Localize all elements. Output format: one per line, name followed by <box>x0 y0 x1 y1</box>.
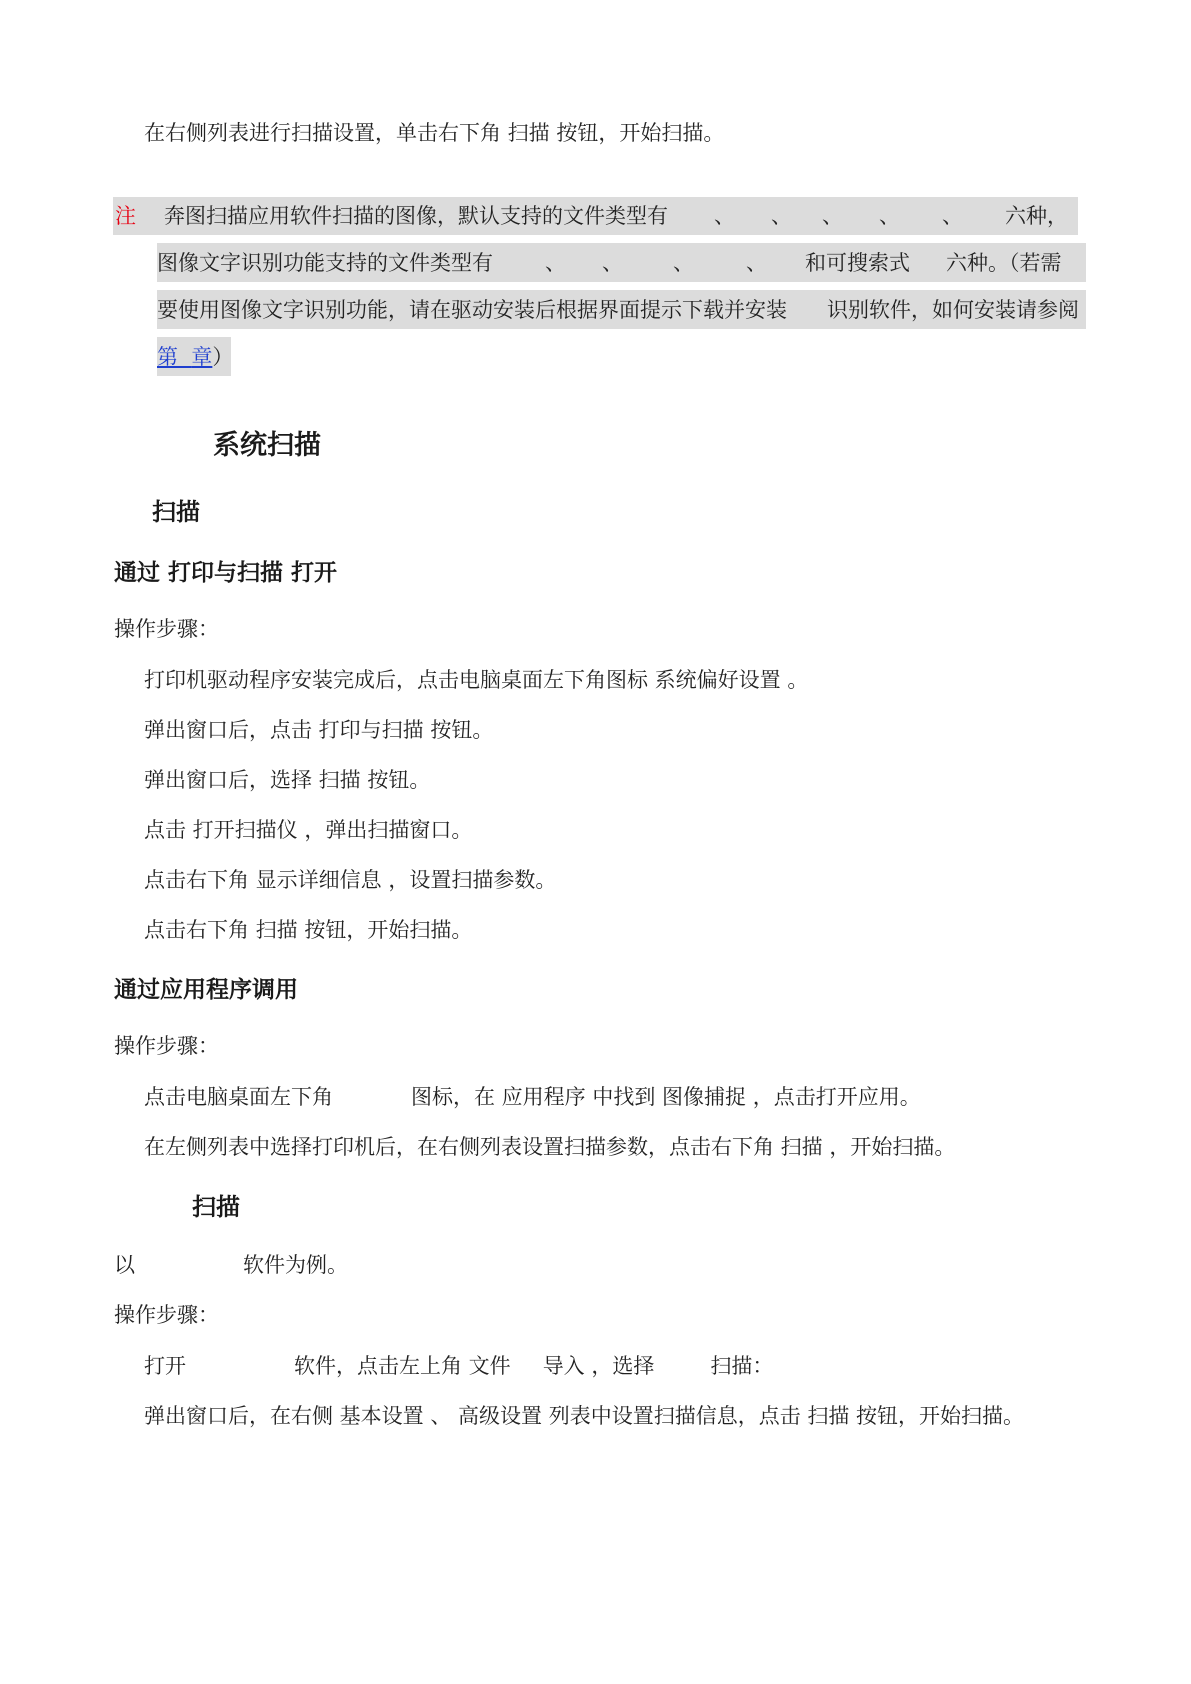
method2-steps-label: 操作步骤： <box>114 1034 219 1058</box>
subsection-title-1: 扫描 <box>152 498 200 526</box>
method2-step-1-b: 图标，在 应用程序 中找到 图像捕捉 ，点击打开应用。 <box>411 1085 921 1109</box>
note-line-3-end: 识别软件，如何安装请参阅 <box>827 298 1079 322</box>
note-separator: 、 <box>602 251 623 275</box>
note-close-paren: ） <box>212 345 234 369</box>
sub2-step-1 <box>144 1351 773 1381</box>
note-line-2-text: 图像文字识别功能支持的文件类型有 <box>157 251 493 275</box>
method2-step-1-a: 点击电脑桌面左下角 <box>144 1085 333 1109</box>
note-separator: 、 <box>714 204 735 228</box>
note-separator: 、 <box>746 251 767 275</box>
method2-step-2: 在左侧列表中选择打印机后，在右侧列表设置扫描参数，点击右下角 扫描 ，开始扫描。 <box>144 1135 956 1159</box>
note-line-3-text: 要使用图像文字识别功能，请在驱动安装后根据界面提示下载并安装 <box>157 298 787 322</box>
note-separator: 、 <box>822 204 843 228</box>
chapter-link[interactable]: 第 章 <box>157 345 213 369</box>
example-line <box>114 1250 348 1280</box>
note-separator: 、 <box>771 204 792 228</box>
method1-steps-label: 操作步骤： <box>114 617 219 641</box>
note-line-1-text: 奔图扫描应用软件扫描的图像，默认支持的文件类型有 <box>164 204 668 228</box>
method1-step-6: 点击右下角 扫描 按钮，开始扫描。 <box>144 918 473 942</box>
subsection-title-2: 扫描 <box>192 1193 240 1221</box>
intro-text: 在右侧列表进行扫描设置，单击右下角 扫描 按钮，开始扫描。 <box>144 121 725 145</box>
note-line-1-end: 六种， <box>1005 204 1068 228</box>
section-title: 系统扫描 <box>213 430 321 461</box>
sub2-step-2: 弹出窗口后，在右侧 基本设置 、 高级设置 列表中设置扫描信息，点击 扫描 按钮，开始扫描。 <box>144 1404 1025 1428</box>
note-separator: 、 <box>545 251 566 275</box>
note-mark: 注 <box>115 204 136 228</box>
note-line-3 <box>157 295 1079 325</box>
sub2-step-1-d: 扫描： <box>710 1354 774 1378</box>
method1-step-5: 点击右下角 显示详细信息 ，设置扫描参数。 <box>144 868 557 892</box>
method1-step-3: 弹出窗口后，选择 扫描 按钮。 <box>144 768 431 792</box>
example-b: 软件为例。 <box>243 1253 348 1277</box>
note-separator: 、 <box>879 204 900 228</box>
sub2-step-1-c: 导入 ，选择 <box>542 1354 655 1378</box>
method1-step-1: 打印机驱动程序安装完成后，点击电脑桌面左下角图标 系统偏好设置 。 <box>144 668 809 692</box>
sub2-steps-label: 操作步骤： <box>114 1303 219 1327</box>
sub2-step-1-b: 软件，点击左上角 文件 <box>294 1354 511 1378</box>
method1-title: 通过 打印与扫描 打开 <box>114 560 338 586</box>
note-line-4 <box>157 342 233 372</box>
method2-step-1 <box>144 1082 921 1112</box>
method1-step-2: 弹出窗口后，点击 打印与扫描 按钮。 <box>144 718 494 742</box>
note-line-2-mid: 和可搜索式 <box>805 251 910 275</box>
method1-step-4: 点击 打开扫描仪 ，弹出扫描窗口。 <box>144 818 473 842</box>
note-separator: 、 <box>673 251 694 275</box>
method2-title: 通过应用程序调用 <box>114 977 298 1003</box>
note-line-2 <box>157 248 1062 278</box>
example-a: 以 <box>114 1253 135 1277</box>
note-separator: 、 <box>942 204 963 228</box>
note-line-2-end: 六种。（若需 <box>946 251 1062 275</box>
note-line-1 <box>164 201 1068 231</box>
sub2-step-1-a: 打开 <box>144 1354 186 1378</box>
